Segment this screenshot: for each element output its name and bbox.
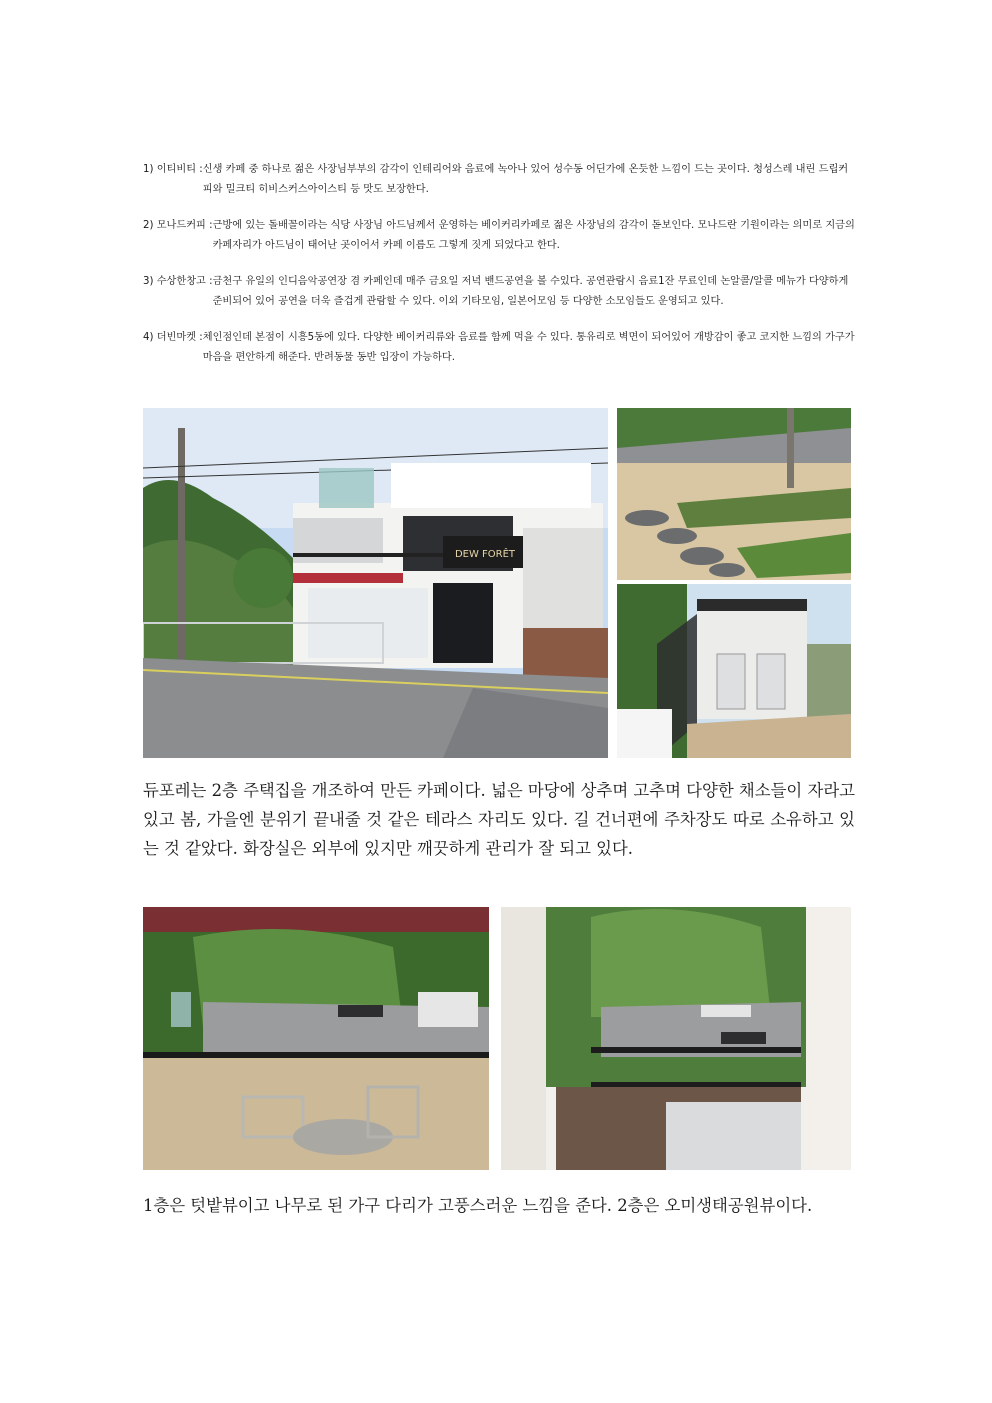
cafe-description: 체인점인데 본점이 시흥5동에 있다. 다양한 베이커리류와 음료를 함께 먹을 수 있다. 통유리로 벽면이 되어있어 개방감이 좋고 코지한 느낌의 가구가 마음을 편안하게 해준다. 반려동물 동반 입장이 가능하다. (202, 332, 855, 363)
cafe-list (143, 160, 855, 384)
cafe-description: 신생 카페 중 하나로 젊은 사장님부부의 감각이 인테리어와 음료에 녹아나 있어 성수동 어딘가에 온듯한 느낌이 드는 곳이다. 청성스레 내린 드립커피와 밀크티 히비스커스아이스티 등 맛도 보장한다. (202, 164, 849, 195)
cafe-description: 금천구 유일의 인디음악공연장 겸 카페인데 매주 금요일 저녁 밴드공연을 볼 수있다. 공연관람시 음료1잔 무료인데 논알콜/알콜 메뉴가 다양하게 준비되어 있어 공연을 더욱 즐겁게 관람할 수 있다. 이외 기타모임, 일본어모임 등 다양한 소모임들도 운영되고 있다. (212, 276, 849, 307)
list-item (143, 272, 855, 312)
list-item (143, 160, 855, 200)
cafe-name: 1) 이티비티 : (143, 164, 203, 175)
cafe-exterior-photo (143, 408, 608, 758)
second-floor-view-photo (501, 907, 851, 1170)
terrace-photo (617, 584, 851, 758)
list-item (143, 216, 855, 256)
cafe-name: 4) 더빈마켓 : (143, 332, 203, 343)
list-item (143, 328, 855, 368)
cafe-description: 근방에 있는 돌배꼴이라는 식당 사장님 아드님께서 운영하는 베이커리카페로 젊은 사장님의 감각이 돋보인다. 모나드란 기원이라는 의미로 지금의 카페자리가 아드님이 태어난 곳이어서 카페 이름도 그렇게 짓게 되었다고 한다. (212, 220, 855, 251)
cafe-paragraph: 듀포레는 2층 주택집을 개조하여 만든 카페이다. 넓은 마당에 상추며 고추며 다양한 채소들이 자라고 있고 봄, 가을엔 분위기 끝내줄 것 같은 테라스 자리도 있다. 길 건너편에 주차장도 따로 소유하고 있는 것 같았다. 화장실은 외부에 있지만 깨끗하게 관리가 잘 되고 있다. (143, 781, 855, 858)
first-floor-view-photo (143, 907, 489, 1170)
cafe-name: 2) 모나드커피 : (143, 220, 213, 231)
cafe-name: 3) 수상한창고 : (143, 276, 213, 287)
photo-caption: 1층은 텃밭뷰이고 나무로 된 가구 다리가 고풍스러운 느낌을 준다. 2층은 오미생태공원뷰이다. (143, 1196, 813, 1215)
cafe-sign: DEW FORÊT (454, 549, 516, 560)
garden-photo (617, 408, 851, 580)
